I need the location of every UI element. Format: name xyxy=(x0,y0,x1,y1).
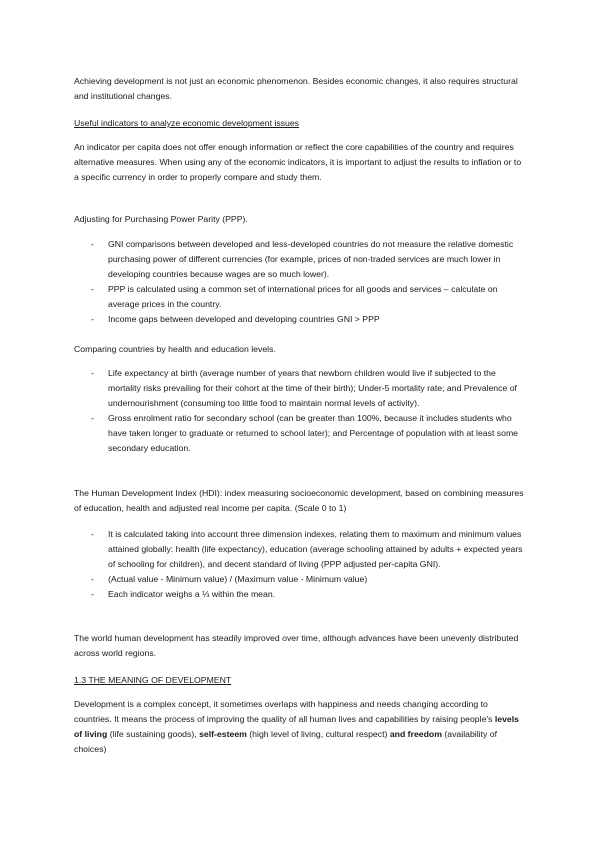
useful-indicators-heading: Useful indicators to analyze economic development issues xyxy=(74,118,300,128)
meaning-of-development-heading: 1.3 THE MEANING OF DEVELOPMENT xyxy=(74,675,232,685)
health-bullet-list xyxy=(74,366,524,456)
list-item: - It is calculated taking into account three dimension indexes, relating them to maximum and minimum values attained globally: health (life expectancy), education (average schooling attained by adults + expected years of schooling for children), and decent standard of living (PPP adjusted per-capita GNI). xyxy=(74,527,524,572)
list-item: - Gross enrolment ratio for secondary school (can be greater than 100%, because it includes students who have taken longer to graduate or returned to school later); and Percentage of population with at least some secondary education. xyxy=(74,411,524,456)
hdi-bullet-list xyxy=(74,527,524,602)
health-education-heading: Comparing countries by health and education levels. xyxy=(74,344,276,354)
freedom-term: and freedom xyxy=(389,729,442,739)
list-item: - Income gaps between developed and developing countries GNI > PPP xyxy=(74,312,524,327)
ppp-heading: Adjusting for Purchasing Power Parity (PPP). xyxy=(74,214,248,224)
levels-of-living-term: levels of living xyxy=(74,714,519,739)
list-item: - PPP is calculated using a common set of international prices for all goods and services – calculate on average prices in the country. xyxy=(74,282,524,312)
intro-paragraph: Achieving development is not just an economic phenomenon. Besides economic changes, it also requires structural and institutional changes. xyxy=(74,76,518,101)
list-item: - Life expectancy at birth (average number of years that newborn children would live if subjected to the mortality risks prevailing for their cohort at the time of their birth); Under-5 mortality rate; and Prevalence of undernourishment (consuming too little food to maintain normal levels of activity). xyxy=(74,366,524,411)
list-item: - GNI comparisons between developed and less-developed countries do not measure the relative domestic purchasing power of different currencies (for example, prices of non-traded services are much lower in developing countries because wages are so much lower). xyxy=(74,237,524,282)
list-item: - Each indicator weighs a ⅓ within the mean. xyxy=(74,587,524,602)
hdi-paragraph: The Human Development Index (HDI): index measuring socioeconomic development, based on combining measures of education, health and adjusted real income per capita. (Scale 0 to 1) xyxy=(74,488,524,513)
ppp-bullet-list xyxy=(74,237,524,327)
world-development-paragraph: The world human development has steadily improved over time, although advances have been unevenly distributed across world regions. xyxy=(74,633,519,658)
development-definition-paragraph: Development is a complex concept, it sometimes overlaps with happiness and needs changing according to countries. It means the process of improving the quality of all human lives and capabilities by raising people's levels of living (life sustaining goods), self-esteem (high level of living, cultural respect) and freedom (availability of choices) xyxy=(74,699,519,754)
list-item: - (Actual value - Minimum value) / (Maximum value - Minimum value) xyxy=(74,572,524,587)
per-capita-paragraph: An indicator per capita does not offer enough information or reflect the core capabilities of the country and requires alternative measures. When using any of the economic indicators, it is important to adjust the results to inflation or to a specific currency in order to properly compare and study them. xyxy=(74,142,522,182)
self-esteem-term: self-esteem xyxy=(199,729,247,739)
